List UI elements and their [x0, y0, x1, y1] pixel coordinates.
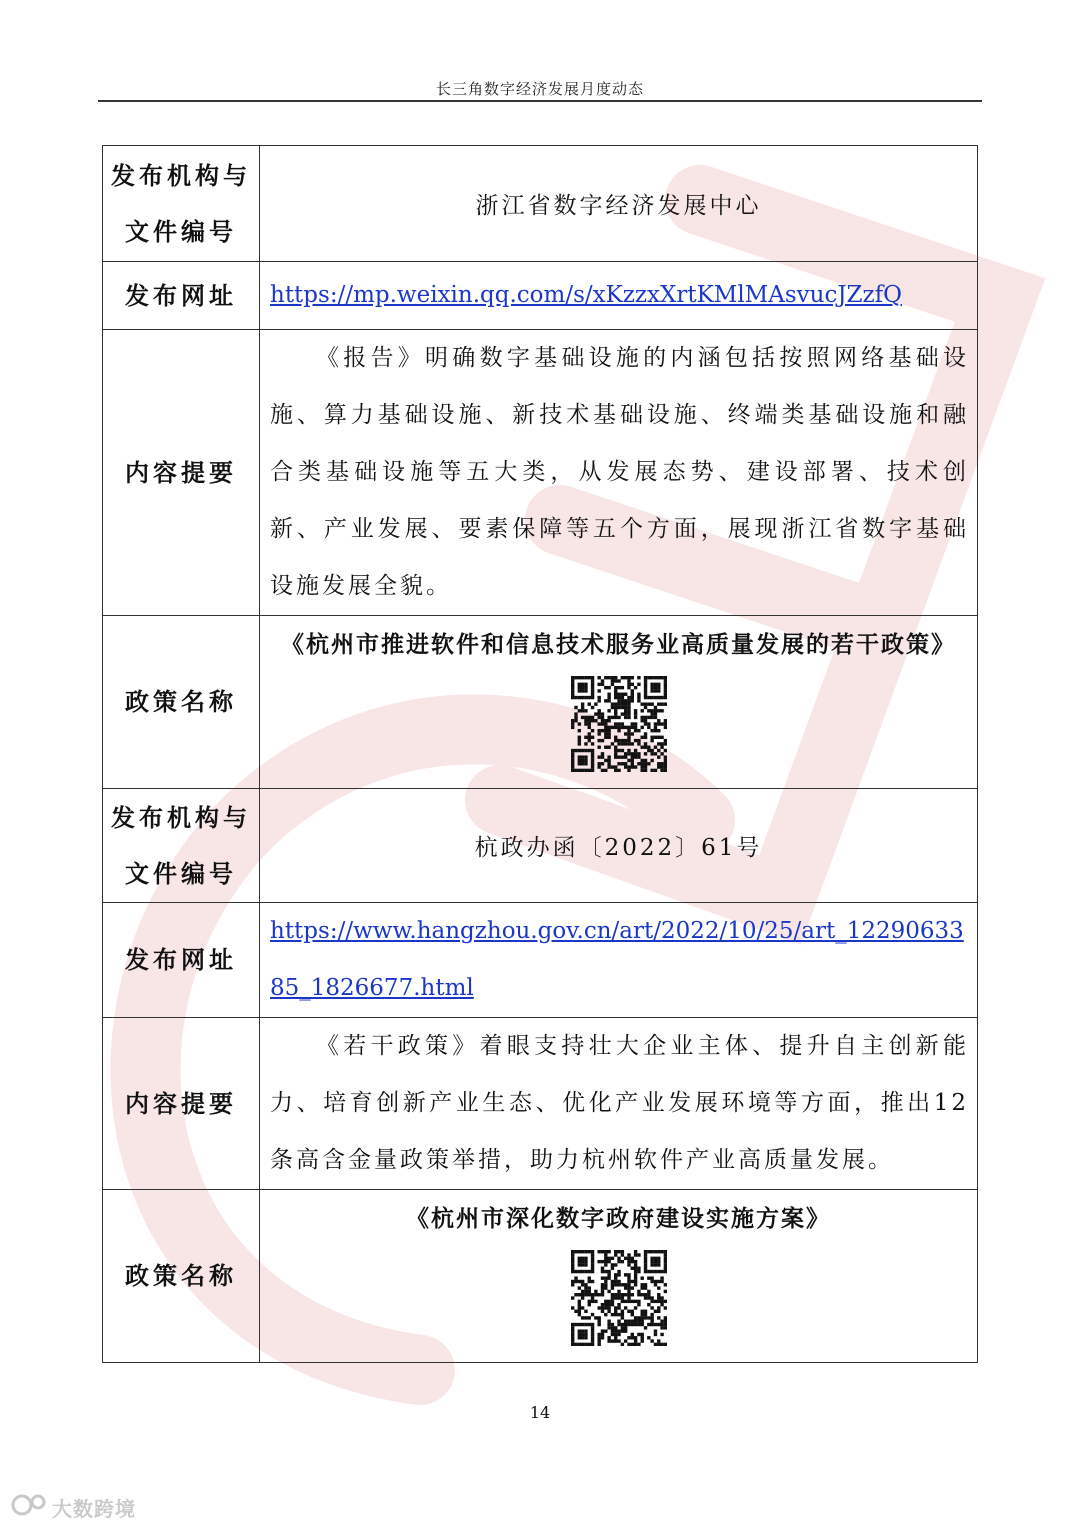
table-row	[103, 616, 978, 789]
table-row	[103, 262, 978, 330]
table-row	[103, 1018, 978, 1190]
label-line: 发布机构与	[111, 160, 251, 190]
label-summary: 内容提要	[103, 330, 260, 616]
value-summary-cell	[260, 330, 978, 616]
value-url-cell	[260, 903, 978, 1018]
value-document-number: 杭政办函〔2022〕61号	[260, 789, 978, 903]
table-row	[103, 903, 978, 1018]
table-row	[103, 146, 978, 262]
watermark-brand-text: 大数跨境	[52, 1497, 136, 1521]
qr-code-icon	[571, 1250, 667, 1346]
summary-text: 《报告》明确数字基础设施的内涵包括按照网络基础设施、算力基础设施、新技术基础设施、终端类基础设施和融合类基础设施等五大类，从发展态势、建设部署、技术创新、产业发展、要素保障等五个方面，展现浙江省数字基础设施发展全貌。	[270, 345, 969, 599]
label-summary: 内容提要	[103, 1018, 260, 1190]
value-policy-cell	[260, 616, 978, 789]
label-policy-name: 政策名称	[103, 616, 260, 789]
summary-text: 《若干政策》着眼支持壮大企业主体、提升自主创新能力、培育创新产业生态、优化产业发展环境等方面，推出12条高含金量政策举措，助力杭州软件产业高质量发展。	[270, 1033, 969, 1173]
page-header-title: 长三角数字经济发展月度动态	[435, 80, 644, 98]
value-summary-cell	[260, 1018, 978, 1190]
policy-info-table	[102, 145, 978, 1363]
label-line: 发布机构与	[111, 802, 251, 832]
url-link[interactable]: https://mp.weixin.qq.com/s/xKzzxXrtKMlMAsvucJZzfQ	[270, 282, 903, 308]
label-publisher	[103, 146, 260, 262]
label-url: 发布网址	[103, 262, 260, 330]
value-policy-cell	[260, 1190, 978, 1363]
policy-title: 《杭州市推进软件和信息技术服务业高质量发展的若干政策》	[281, 631, 956, 658]
label-line: 文件编号	[125, 858, 237, 888]
label-publisher	[103, 789, 260, 903]
table-row	[103, 789, 978, 903]
page-number: 14	[529, 1403, 551, 1422]
label-policy-name: 政策名称	[103, 1190, 260, 1363]
watermark-logo-icon	[10, 1490, 50, 1520]
label-url: 发布网址	[103, 903, 260, 1018]
table-row	[103, 1190, 978, 1363]
value-publisher: 浙江省数字经济发展中心	[260, 146, 978, 262]
table-row	[103, 330, 978, 616]
policy-title: 《杭州市深化数字政府建设实施方案》	[406, 1205, 831, 1232]
value-url-cell	[260, 262, 978, 330]
url-link[interactable]: https://www.hangzhou.gov.cn/art/2022/10/25/art_1229063385_1826677.html	[270, 918, 964, 1001]
qr-code-icon	[571, 676, 667, 772]
header-divider	[98, 100, 982, 102]
label-line: 文件编号	[125, 216, 237, 246]
